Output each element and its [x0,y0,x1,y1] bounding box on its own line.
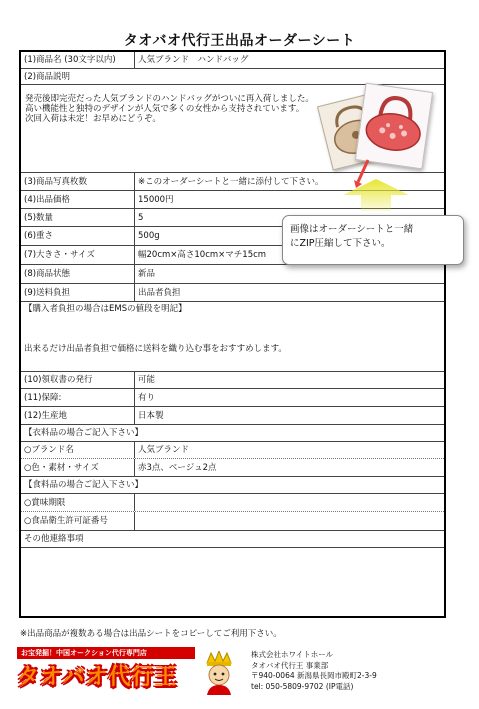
receipt-value[interactable]: 可能 [138,375,156,385]
clothing-header: 【衣料品の場合ご記入下さい】 [24,428,144,438]
row-clothing-header [21,425,444,442]
food-permit-value[interactable] [135,512,444,530]
row-description-header [21,69,444,85]
row-brand [21,442,444,459]
color-material-label: ○色・素材・サイズ [21,459,135,476]
company-tel: tel: 050-5809-9702 (IP電話) [251,681,354,691]
logo-tagline: お宝発掘！中国オークション代行専門店 [17,647,195,659]
condition-value[interactable]: 新品 [138,269,156,279]
red-bag-photo [355,83,433,170]
logo-name: タオバオ代行王 [17,665,178,690]
quantity-label: (5)数量 [21,209,135,226]
condition-label: (8)商品状態 [21,265,135,283]
row-shipping [21,284,444,302]
row-condition [21,265,444,284]
mascot-king-icon [201,651,237,695]
row-item-name [21,52,444,69]
company-info [251,650,377,692]
warranty-label: (11)保障: [21,389,135,406]
expiry-value[interactable] [135,494,444,511]
warranty-value[interactable]: 有り [138,393,156,403]
row-origin [21,407,444,425]
food-header: 【食料品の場合ご記入下さい】 [24,480,144,490]
price-label: (4)出品価格 [21,191,135,208]
row-receipt [21,372,444,389]
product-photos [320,84,435,184]
weight-value[interactable]: 500g [138,231,160,241]
price-value[interactable]: 15000円 [138,195,174,205]
company-name: 株式会社ホワイトホール [251,650,334,659]
row-warranty [21,389,444,407]
sheet-title: タオバオ代行王出品オーダーシート [123,33,356,49]
footnote: ※出品商品が複数ある場合は出品シートをコピーしてご利用下さい。 [20,629,282,639]
photo-count-value[interactable]: ※このオーダーシートと一緒に添付して下さい。 [138,177,324,187]
other-contact-field[interactable] [21,548,444,618]
company-address: 〒940-0064 新潟県長岡市殿町2-3-9 [251,671,377,680]
row-color-material [21,459,444,477]
row-food-permit [21,512,444,531]
quantity-value[interactable]: 5 [138,213,144,223]
weight-label: (6)重さ [21,227,135,245]
company-office: タオバオ代行王 事業部 [251,660,329,670]
brand-value[interactable]: 人気ブランド [138,445,190,455]
callout-line-1: 画像はオーダーシートと一緒 [290,224,414,235]
description-label: (2)商品説明 [24,72,71,82]
row-ems[interactable] [21,302,444,372]
yellow-up-arrow-icon [343,179,409,211]
callout-line-2: にZIP圧縮して下さい。 [290,238,391,249]
size-label: (7)大きさ・サイズ [21,246,135,264]
origin-value[interactable]: 日本製 [138,411,164,421]
receipt-label: (10)領収書の発行 [21,372,135,388]
photo-count-label: (3)商品写真枚数 [21,173,135,190]
row-expiry [21,494,444,512]
item-name-value[interactable]: 人気ブランド ハンドバッグ [138,55,249,65]
brand-logo [17,647,231,697]
food-permit-label: ○食品衛生許可証番号 [21,512,135,530]
color-material-value[interactable]: 赤3点、ベージュ2点 [138,463,217,473]
shipping-value[interactable]: 出品者負担 [138,288,181,298]
shipping-label: (9)送料負担 [21,284,135,301]
ems-header: 【購入者負担の場合はEMSの値段を明記】 [24,304,187,314]
description-text: 発売後即完売だった人気ブランドのハンドバッグがついに再入荷しました。 高い機能性と独特のデザインが人気で多くの女性から支持されています。 次回入荷は未定！お早めにどうぞ。 [25,94,314,124]
size-value[interactable]: 幅20cm×高さ10cm×マチ15cm [138,250,267,260]
item-name-label: (1)商品名 (30文字以内) [21,52,135,68]
row-food-header [21,477,444,494]
other-contact-label: その他連絡事項 [24,534,84,544]
brand-label: ○ブランド名 [21,442,135,458]
origin-label: (12)生産地 [21,407,135,424]
expiry-label: ○賞味期限 [21,494,135,511]
row-other-contact [21,531,444,548]
red-handbag-icon [356,84,432,168]
zip-callout [282,215,464,265]
ems-note: 出来るだけ出品者負担で価格に送料を織り込む事をおすすめします。 [24,344,287,354]
